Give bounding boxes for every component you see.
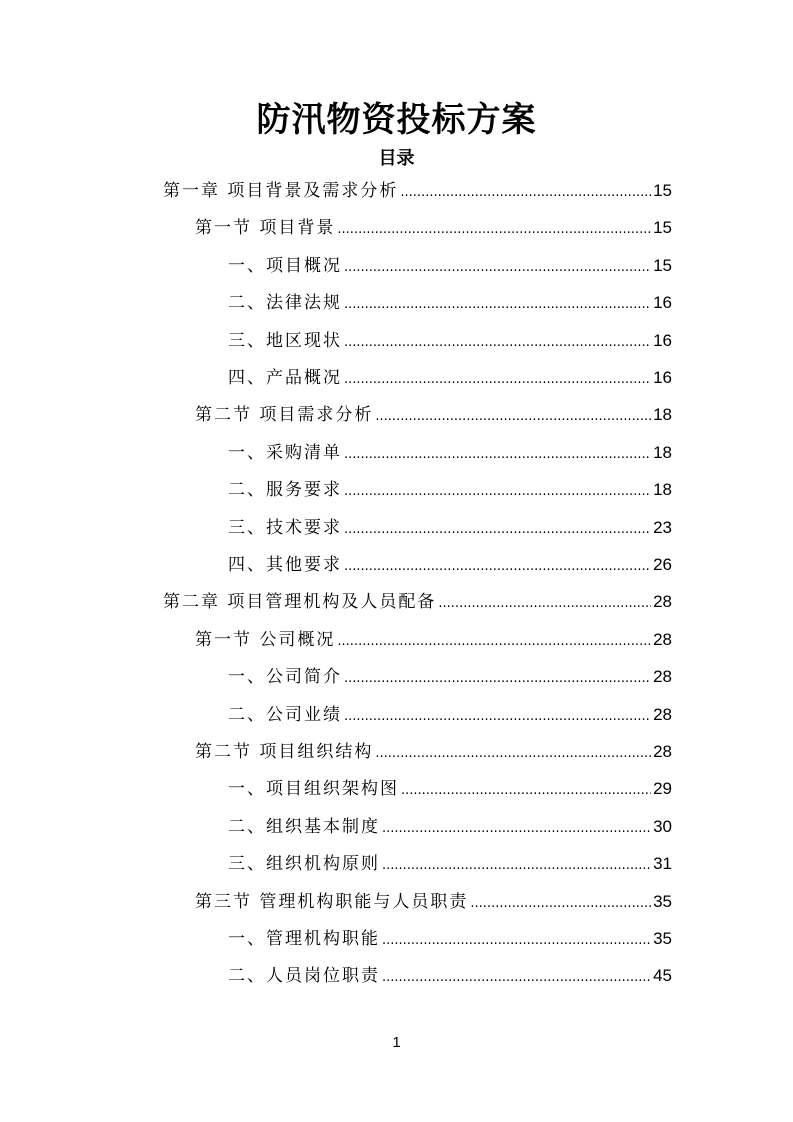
toc-heading: 目录 <box>378 148 415 169</box>
toc-entry-label: 三、技术要求 <box>228 517 342 538</box>
toc-entry-page: 45 <box>653 966 672 986</box>
toc-entry-page: 15 <box>653 181 672 200</box>
toc-entry-label: 三、组织机构原则 <box>228 854 380 875</box>
toc-entry[interactable] <box>228 961 672 998</box>
toc-entry[interactable] <box>228 288 672 325</box>
toc-entry[interactable] <box>228 924 672 961</box>
dot-leader <box>344 671 651 686</box>
toc-entry-page: 18 <box>653 405 672 425</box>
toc-entry-page: 23 <box>653 517 672 537</box>
toc-entry-label: 四、产品概况 <box>228 368 342 388</box>
dot-leader <box>400 185 651 200</box>
toc-entry-label: 第二章 项目管理机构及人员配备 <box>163 592 437 613</box>
toc-entry-page: 28 <box>653 704 672 724</box>
toc-entry-label: 二、服务要求 <box>228 480 342 501</box>
dot-leader <box>344 522 651 537</box>
dot-leader <box>344 260 651 275</box>
toc-entry-label: 二、公司业绩 <box>228 704 342 725</box>
dot-leader <box>382 970 651 985</box>
dot-leader <box>337 222 651 237</box>
toc-entry-page: 15 <box>653 255 672 275</box>
toc-entry[interactable] <box>228 513 672 550</box>
toc-entry-page: 15 <box>653 218 672 238</box>
dot-leader <box>470 896 651 911</box>
dot-leader <box>382 858 651 873</box>
toc-entry-label: 一、采购清单 <box>228 442 342 463</box>
toc-entry[interactable] <box>228 438 672 475</box>
toc-entry-label: 二、人员岗位职责 <box>228 966 380 987</box>
toc-entry[interactable] <box>195 887 672 924</box>
toc-entry-page: 35 <box>653 929 672 948</box>
dot-leader <box>382 933 651 948</box>
toc-entry[interactable] <box>195 213 672 250</box>
toc-entry-page: 28 <box>653 629 672 649</box>
toc-entry[interactable] <box>228 550 672 587</box>
toc-entry-label: 第一节 项目背景 <box>195 218 336 239</box>
dot-leader <box>344 297 651 312</box>
toc-entry[interactable] <box>163 587 672 624</box>
toc-entry[interactable] <box>195 400 672 437</box>
toc-entry[interactable] <box>228 700 672 737</box>
toc-entry[interactable] <box>228 849 672 886</box>
toc-entry[interactable] <box>163 176 672 213</box>
dot-leader <box>375 746 651 761</box>
toc-entry-page: 16 <box>653 330 672 350</box>
toc-entry-page: 31 <box>653 854 672 874</box>
toc-entry-label: 二、法律法规 <box>228 293 342 314</box>
dot-leader <box>401 783 651 798</box>
toc-entry-label: 一、公司简介 <box>228 667 342 688</box>
toc-entry-page: 16 <box>653 293 672 313</box>
toc-entry-page: 35 <box>653 891 672 911</box>
toc-entry[interactable] <box>228 662 672 699</box>
page-number: 1 <box>392 1034 401 1051</box>
toc-entry[interactable] <box>228 326 672 363</box>
document-title: 防汛物资投标方案 <box>256 100 537 140</box>
toc-entry-page: 18 <box>653 442 672 462</box>
toc-entry[interactable] <box>228 363 672 400</box>
toc-entry-label: 一、管理机构职能 <box>228 929 380 949</box>
dot-leader <box>344 335 651 350</box>
toc-entry[interactable] <box>228 812 672 849</box>
toc-entry[interactable] <box>195 737 672 774</box>
toc-entry-page: 28 <box>653 592 672 612</box>
toc-entry-page: 28 <box>653 742 672 761</box>
dot-leader <box>337 634 651 649</box>
toc-entry-page: 16 <box>653 368 672 387</box>
toc-entry-label: 第一节 公司概况 <box>195 629 336 650</box>
toc-entry-label: 三、地区现状 <box>228 330 342 351</box>
dot-leader <box>344 709 651 724</box>
dot-leader <box>344 447 651 462</box>
toc-entry-page: 26 <box>653 555 672 574</box>
toc-entry-label: 第二节 项目组织结构 <box>195 742 374 762</box>
toc-entry-label: 第一章 项目背景及需求分析 <box>163 181 399 201</box>
dot-leader <box>382 821 651 836</box>
dot-leader <box>344 484 651 499</box>
toc-entry-label: 第二节 项目需求分析 <box>195 405 374 426</box>
toc-entry-page: 29 <box>653 779 672 799</box>
toc-entry[interactable] <box>228 251 672 288</box>
toc-entry[interactable] <box>195 625 672 662</box>
dot-leader <box>344 372 651 387</box>
dot-leader <box>344 559 651 574</box>
toc-entry-page: 30 <box>653 816 672 836</box>
toc-entry-label: 四、其他要求 <box>228 555 342 575</box>
dot-leader <box>375 409 651 424</box>
toc-entry[interactable] <box>228 475 672 512</box>
toc-entry-label: 第三节 管理机构职能与人员职责 <box>195 891 469 912</box>
toc-entry-label: 一、项目概况 <box>228 255 342 276</box>
toc-entry-page: 18 <box>653 480 672 500</box>
toc-entry[interactable] <box>228 774 672 811</box>
dot-leader <box>438 596 651 611</box>
toc-entry-page: 28 <box>653 667 672 687</box>
toc-entry-label: 二、组织基本制度 <box>228 816 380 837</box>
toc-entry-label: 一、项目组织架构图 <box>228 779 399 800</box>
